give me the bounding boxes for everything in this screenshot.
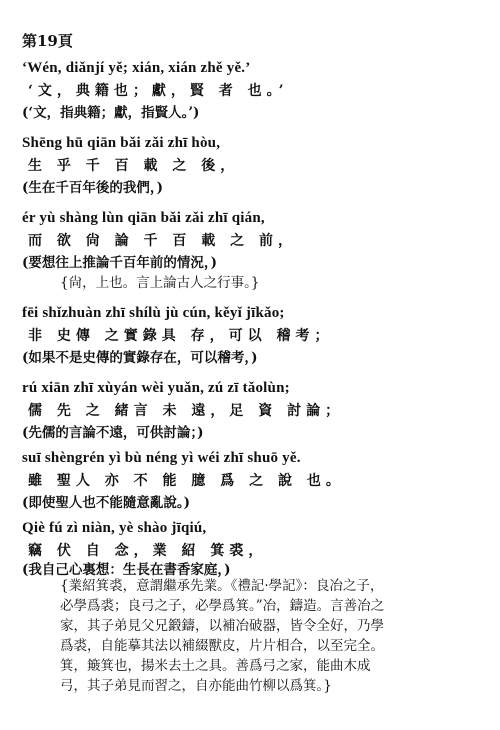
annotation-line: {尙，上也。言上論古人之行事。} (60, 275, 260, 291)
pinyin-line: Shēng hū qiān bǎi zǎi zhī hòu, (22, 135, 221, 151)
chinese-line: 而 欲 尙 論 千 百 載 之 前， (28, 233, 297, 249)
pinyin-line: fēi shǐzhuàn zhī shílù jù cún, kěyǐ jīkǎo; (22, 305, 285, 321)
chinese-line: 生 乎 千 百 載 之 後， (28, 158, 240, 174)
translation-line: (要想往上推論千百年前的情況，) (22, 255, 218, 271)
translation-line: (先儒的言論不遠，可供討論；) (22, 425, 204, 441)
chinese-line: 竊 伏 自 念，業 紹 箕裘， (28, 543, 268, 559)
translation-line: (生在千百年後的我們，) (22, 180, 164, 196)
translation-line: (我自己心裏想：生長在書香家庭，) (22, 562, 231, 578)
translation-line: (如果不是史傳的實錄存在，可以稽考，) (22, 350, 258, 366)
translation-line: (即使聖人也不能隨意亂說。) (22, 495, 191, 511)
annotation-line: 家，其子弟見父兄鍛鑄，以補冶破器，皆令全好，乃學 (60, 618, 384, 634)
page-number: 第19頁 (22, 32, 73, 50)
chinese-line: 非 史傳 之實錄具 存，可以 稽考； (28, 328, 334, 344)
pinyin-line: ‘Wén, diǎnjí yě; xián, xián zhě yě.’ (22, 60, 251, 76)
chinese-line: 雖 聖人 亦 不 能 臆 爲 之 說 也。 (28, 473, 345, 489)
chinese-line: ‘文，典籍也；獻，賢 者 也。’ (28, 83, 289, 99)
annotation-line: 箕，簸箕也，揚米去土之具。善爲弓之家，能曲木成 (60, 658, 371, 674)
annotation-line: 爲裘，自能摹其法以補綴獸皮，片片相合，以至完全。 (60, 638, 384, 654)
translation-line: (‘文，指典籍；獻，指賢人。’) (22, 105, 200, 121)
chinese-line: 儒 先 之 緒言 未 遠，足 資 討論； (28, 403, 345, 419)
annotation-line: 必學爲裘；良弓之子，必學爲箕。”冶，鑄造。言善冶之 (60, 598, 385, 614)
pinyin-line: ér yù shàng lùn qiān bǎi zǎi zhī qián, (22, 210, 265, 226)
pinyin-line: Qiè fú zì niàn, yè shào jīqiú, (22, 520, 207, 536)
annotation-line: {業紹箕裘，意謂繼承先業。《禮記·學記》：良冶之子， (60, 578, 384, 594)
annotation-paragraph (60, 576, 480, 696)
pinyin-line: rú xiān zhī xùyán wèi yuǎn, zú zī tǎolùn; (22, 380, 290, 396)
annotation-line: 弓，其子弟見而習之，自亦能曲竹柳以爲箕。} (60, 678, 332, 694)
pinyin-line: suī shèngrén yì bù néng yì wéi zhī shuō yě. (22, 450, 301, 466)
